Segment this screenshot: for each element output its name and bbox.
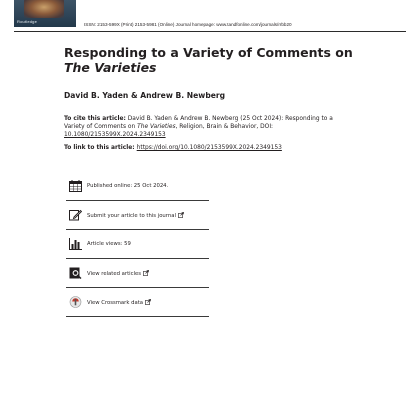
- related-articles-link[interactable]: [87, 270, 149, 277]
- publisher-logo: Routledge: [17, 19, 38, 24]
- citation-doi-link[interactable]: 10.1080/2153599X.2024.2349153: [64, 131, 166, 138]
- article-views-row: [66, 230, 209, 259]
- submit-article-row[interactable]: [66, 201, 209, 230]
- external-link-icon: [145, 299, 151, 305]
- related-articles-icon: [69, 267, 82, 279]
- journal-cover-thumbnail[interactable]: [14, 0, 76, 27]
- bar-chart-icon: [69, 238, 82, 250]
- journal-header: [0, 0, 420, 34]
- link-label: To link to this article:: [64, 145, 137, 151]
- related-articles-label: View related articles: [87, 271, 142, 277]
- submit-article-link[interactable]: [87, 212, 184, 219]
- article-authors: David B. Yaden & Andrew B. Newberg: [64, 91, 226, 100]
- citation-label: To cite this article:: [64, 116, 126, 122]
- cover-artwork: [24, 0, 64, 18]
- external-link-icon: [178, 212, 184, 218]
- calendar-icon: [69, 180, 82, 192]
- article-title-main: Responding to a Variety of Comments on: [64, 45, 353, 60]
- issn-line: ISSN: 2153-599X (Print) 2153-5981 (Online) Journal homepage: www.tandfonline.com/journals/rrbb20: [84, 22, 292, 27]
- citation-italic: The Varieties: [137, 123, 176, 130]
- header-divider: [14, 31, 406, 32]
- crossmark-link[interactable]: [87, 299, 151, 306]
- article-views-text: Article views: 59: [87, 241, 131, 247]
- published-online-row: [66, 172, 209, 201]
- crossmark-row[interactable]: [66, 288, 209, 317]
- article-info-list: [66, 172, 209, 317]
- citation-block: [64, 116, 339, 139]
- article-title-italic: The Varieties: [64, 60, 157, 75]
- article-link-block: [64, 145, 282, 151]
- external-link-icon: [143, 270, 149, 276]
- article-title: [64, 45, 364, 75]
- article-doi-url[interactable]: https://doi.org/10.1080/2153599X.2024.2349153: [136, 145, 282, 151]
- crossmark-label: View Crossmark data: [87, 300, 144, 306]
- edit-icon: [69, 209, 82, 221]
- crossmark-icon: [69, 296, 82, 308]
- submit-article-label: Submit your article to this journal: [87, 213, 176, 219]
- published-online-text: Published online: 25 Oct 2024.: [87, 183, 169, 189]
- related-articles-row[interactable]: [66, 259, 209, 288]
- citation-text-after: , Religion, Brain & Behavior, DOI:: [175, 123, 274, 130]
- citation-text: David B. Yaden & Andrew B. Newberg (25 Oct 2024): Responding to a Variety of Comments on: [64, 116, 333, 130]
